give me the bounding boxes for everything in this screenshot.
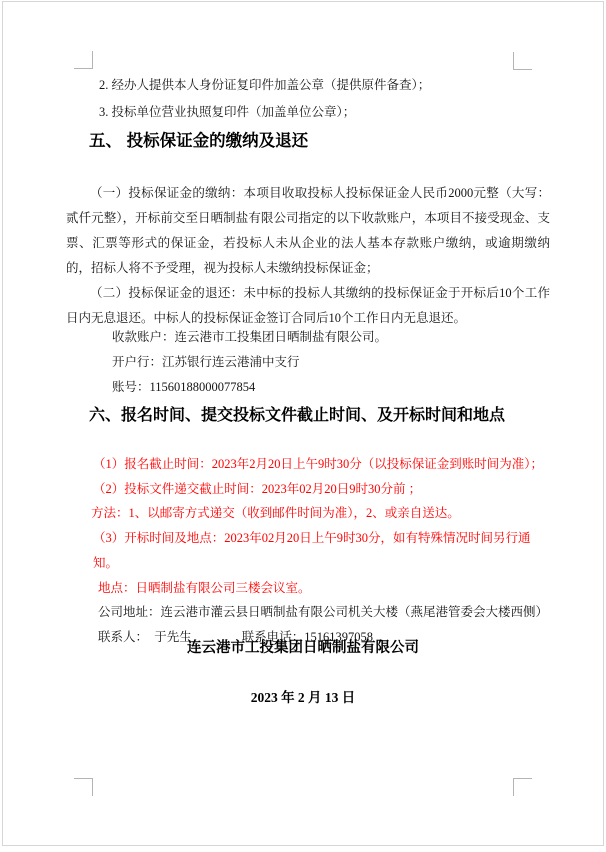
account-name-line: 收款账户：连云港市工投集团日晒制盐有限公司。 xyxy=(112,330,388,344)
submission-method-line: 方法：1、以邮寄方式递交（收到邮件时间为准），2、或亲自送达。 xyxy=(91,506,460,521)
contact-phone: 联系电话：15161397058 xyxy=(241,629,374,644)
company-address-line: 公司地址：连云港市灌云县日晒制盐有限公司机关大楼（燕尾港管委会大楼西侧） xyxy=(98,605,549,620)
prelude-item-2: 2. 经办人提供本人身份证复印件加盖公章（提供原件备查）； xyxy=(99,78,431,92)
deposit-payment-paragraph: （一）投标保证金的缴纳：本项目收取投标人投标保证金人民币2000元整（大写：贰仟元整），开标前交至日晒制盐有限公司指定的以下收款账户，本项目不接受现金、支票、汇票等形式的保证金，若投标人未从企业的法人基本存款账户缴纳，或逾期缴纳的，招标人将不予受理，视为投标人未缴纳投标保证金； xyxy=(66,186,550,275)
text-boundary-mark-bottom-left xyxy=(74,778,93,796)
section-5-heading-block xyxy=(66,130,550,152)
bank-account-block xyxy=(66,325,550,400)
bid-opening-time-line: （3）开标时间及地点：2023年02月20日上午9时30分，如有特殊情况时间另行通知。 xyxy=(93,531,531,570)
bank-branch-line: 开户行：江苏银行连云港浦中支行 xyxy=(112,355,300,369)
prelude-list xyxy=(66,72,550,126)
registration-deadline-line: （1）报名截止时间：2023年2月20日上午9时30分（以投标保证金到账时间为准）； xyxy=(93,457,544,471)
contact-person: 联系人： 于先生 xyxy=(98,629,192,644)
text-boundary-mark-top-right xyxy=(513,52,532,70)
account-number-line: 账号：11560188000077854 xyxy=(112,380,256,394)
signature-date: 2023 年 2 月 13 日 xyxy=(250,690,356,705)
text-boundary-mark-bottom-right xyxy=(513,778,532,796)
prelude-item-3: 3. 投标单位营业执照复印件（加盖单位公章）； xyxy=(99,105,356,119)
schedule-block xyxy=(66,452,550,650)
section-6-heading: 六、报名时间、提交投标文件截止时间、及开标时间和地点 xyxy=(89,407,506,424)
section-5-heading: 五、 投标保证金的缴纳及退还 xyxy=(89,132,309,150)
signature-company-name: 连云港市工投集团日晒制盐有限公司 xyxy=(187,640,419,656)
submission-deadline-line: （2）投标文件递交截止时间：2023年02月20日9时30分前 ； xyxy=(93,481,422,496)
deposit-refund-paragraph: （二）投标保证金的退还：未中标的投标人其缴纳的投标保证金于开标后10个工作日内无息退还。中标人的投标保证金签订合同后10个工作日内无息退还。 xyxy=(66,286,550,325)
text-boundary-mark-top-left xyxy=(74,51,93,69)
bid-opening-location-line: 地点：日晒制盐有限公司三楼会议室。 xyxy=(98,580,311,595)
section-6-heading-block xyxy=(66,405,566,427)
